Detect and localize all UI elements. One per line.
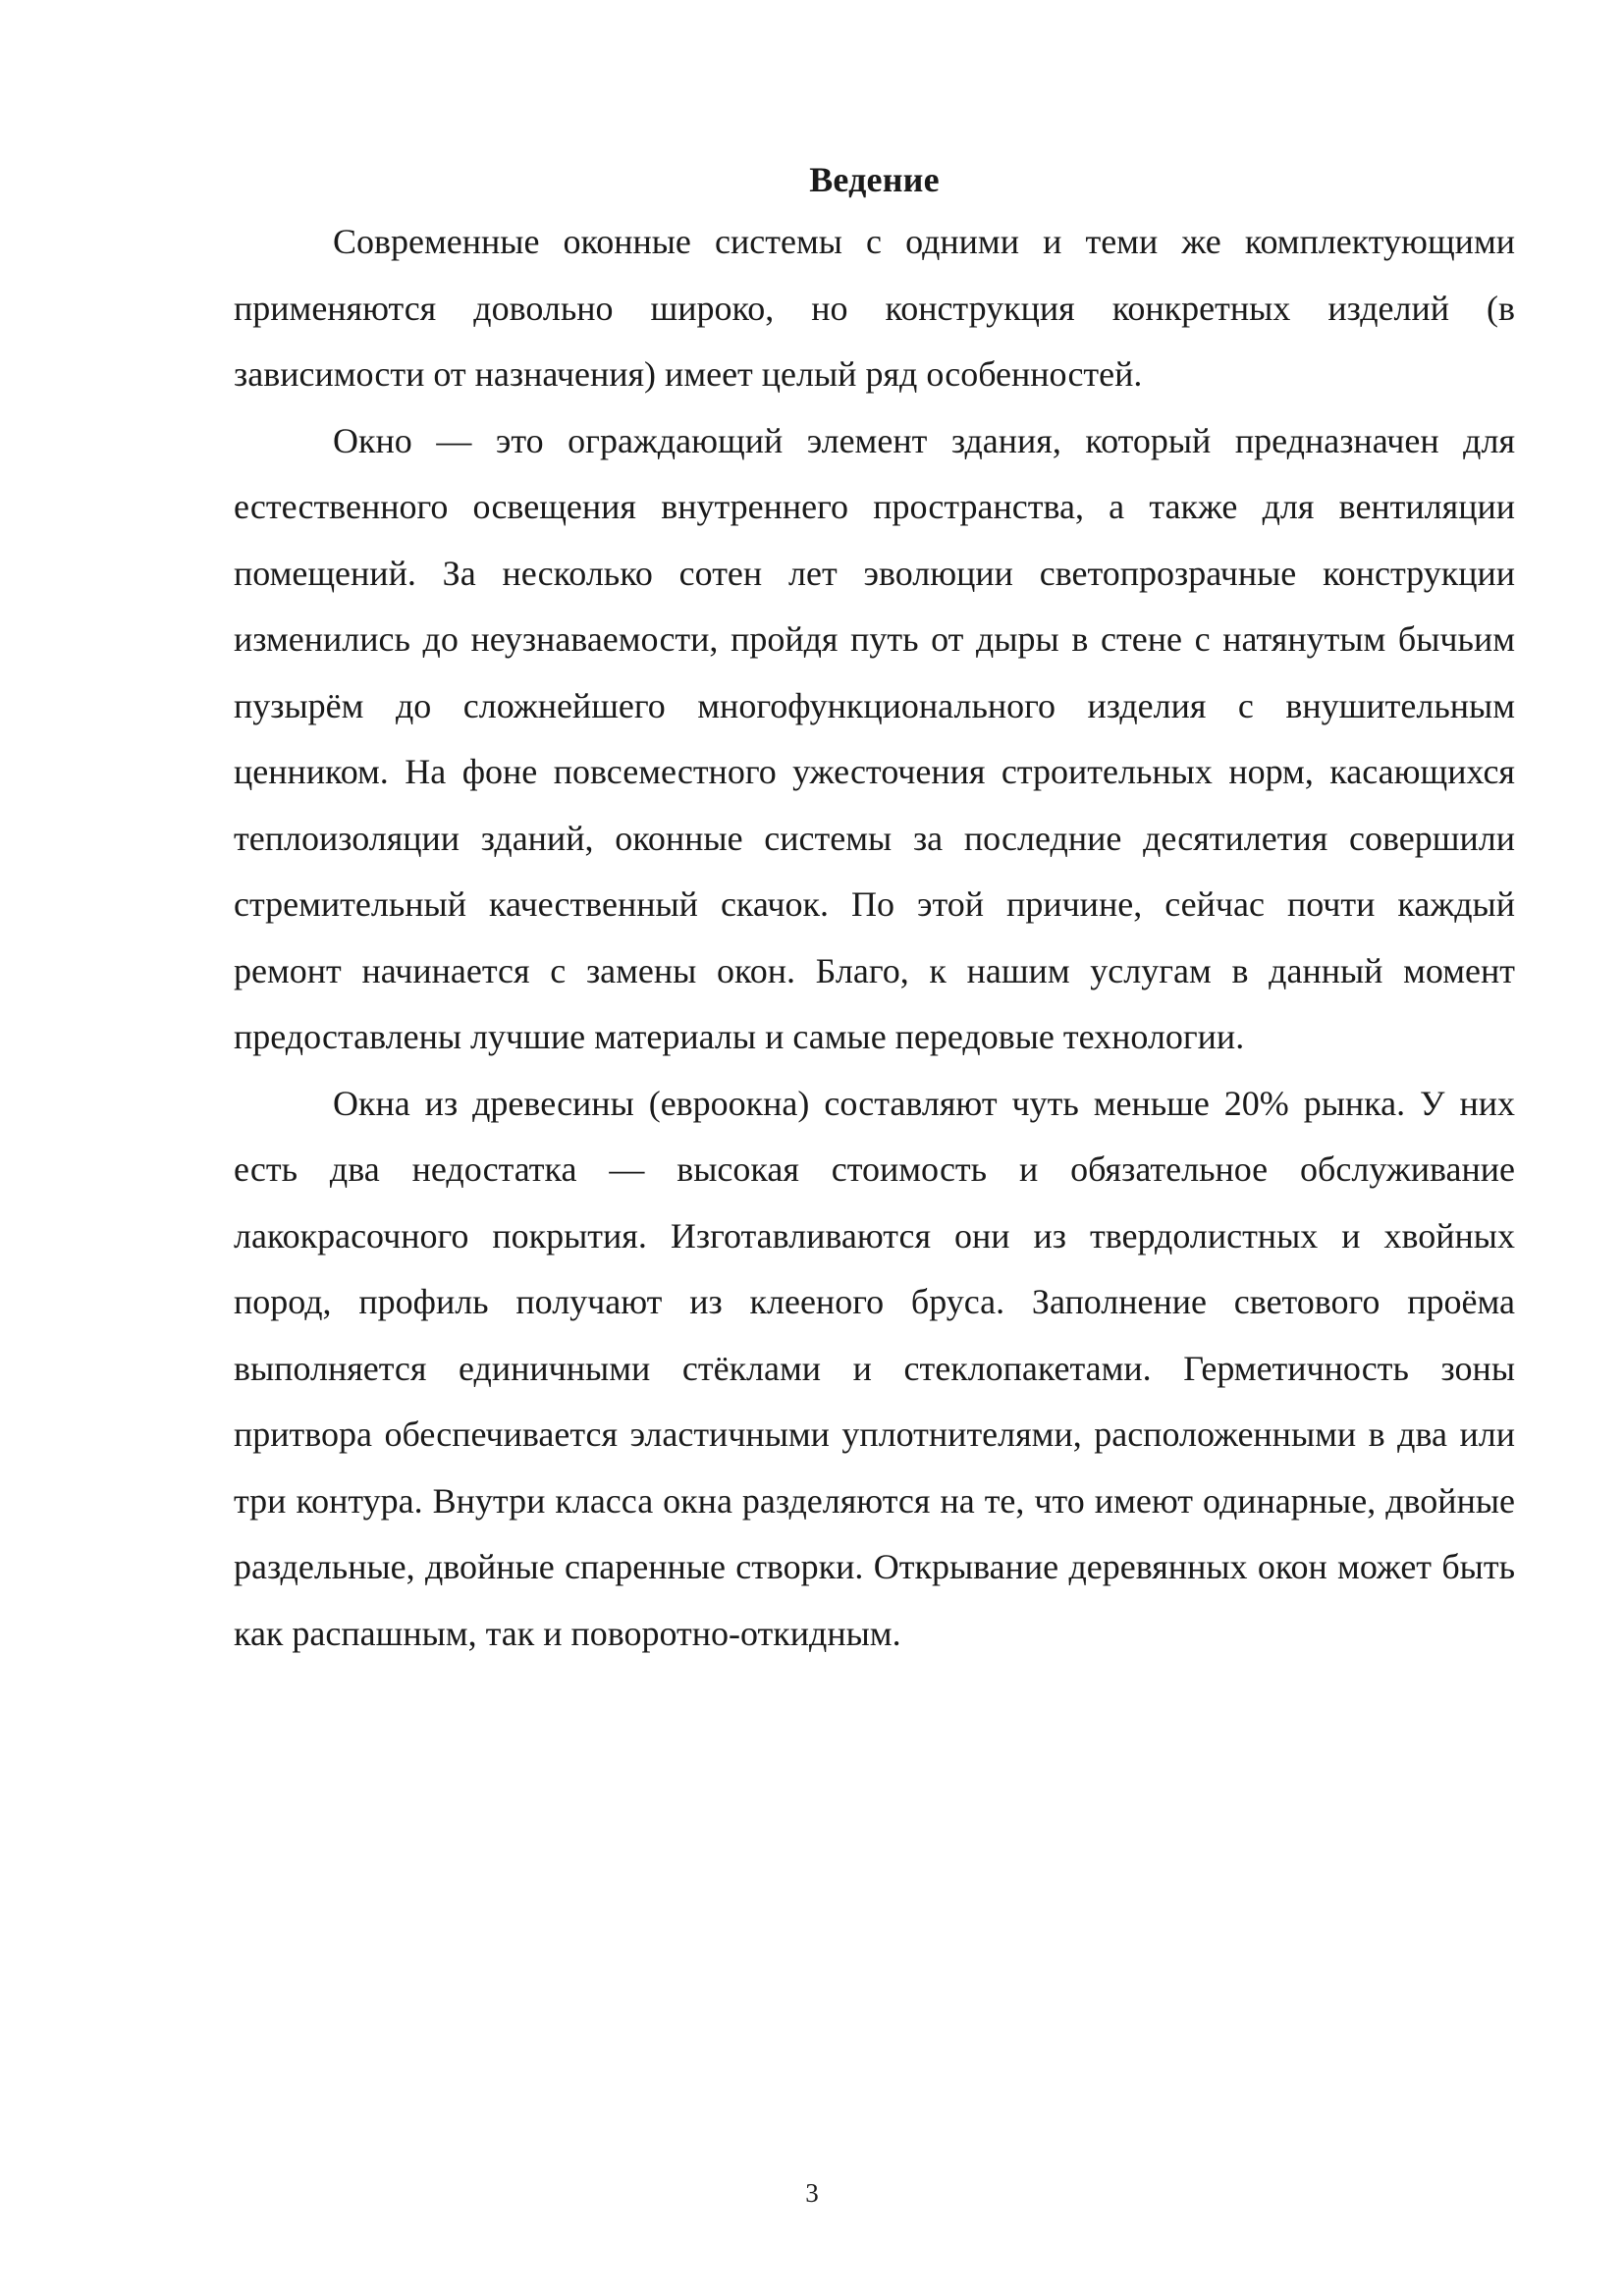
- page-content: [234, 150, 1515, 1667]
- section-heading: Ведение: [809, 160, 940, 199]
- paragraph-window-definition: Окно — это ограждающий элемент здания, который предназначен для естественного освещения внутреннего пространства, а также для вентиляции помещений. За несколько сотен лет эволюции светопрозрачные конструкции изменились до неузнаваемости, пройдя путь от дыры в стене с натянутым бычьим пузырём до сложнейшего многофункционального изделия с внушительным ценником. На фоне повсеместного ужесточения строительных норм, касающихся теплоизоляции зданий, оконные системы за последние десятилетия совершили стремительный качественный скачок. По этой причине, сейчас почти каждый ремонт начинается с замены окон. Благо, к нашим услугам в данный момент предоставлены лучшие материалы и самые передовые технологии.: [234, 420, 1515, 1056]
- paragraph-wooden-windows: Окна из древесины (евроокна) составляют чуть меньше 20% рынка. У них есть два недостатка — высокая стоимость и обязательное обслуживание лакокрасочного покрытия. Изготавливаются они из твердолистных и хвойных пород, профиль получают из клееного бруса. Заполнение светового проёма выполняется единичными стёклами и стеклопакетами. Герметичность зоны притвора обеспечивается эластичными уплотнителями, расположенными в два или три контура. Внутри класса окна разделяются на те, что имеют одинарные, двойные раздельные, двойные спаренные створки. Открывание деревянных окон может быть как распашным, так и поворотно-откидным.: [234, 1083, 1515, 1653]
- paragraph-intro: Современные оконные системы с одними и теми же комплектующими применяются довольно широко, но конструкция конкретных изделий (в зависимости от назначения) имеет целый ряд особенностей.: [234, 222, 1515, 394]
- page-number: 3: [805, 2178, 819, 2208]
